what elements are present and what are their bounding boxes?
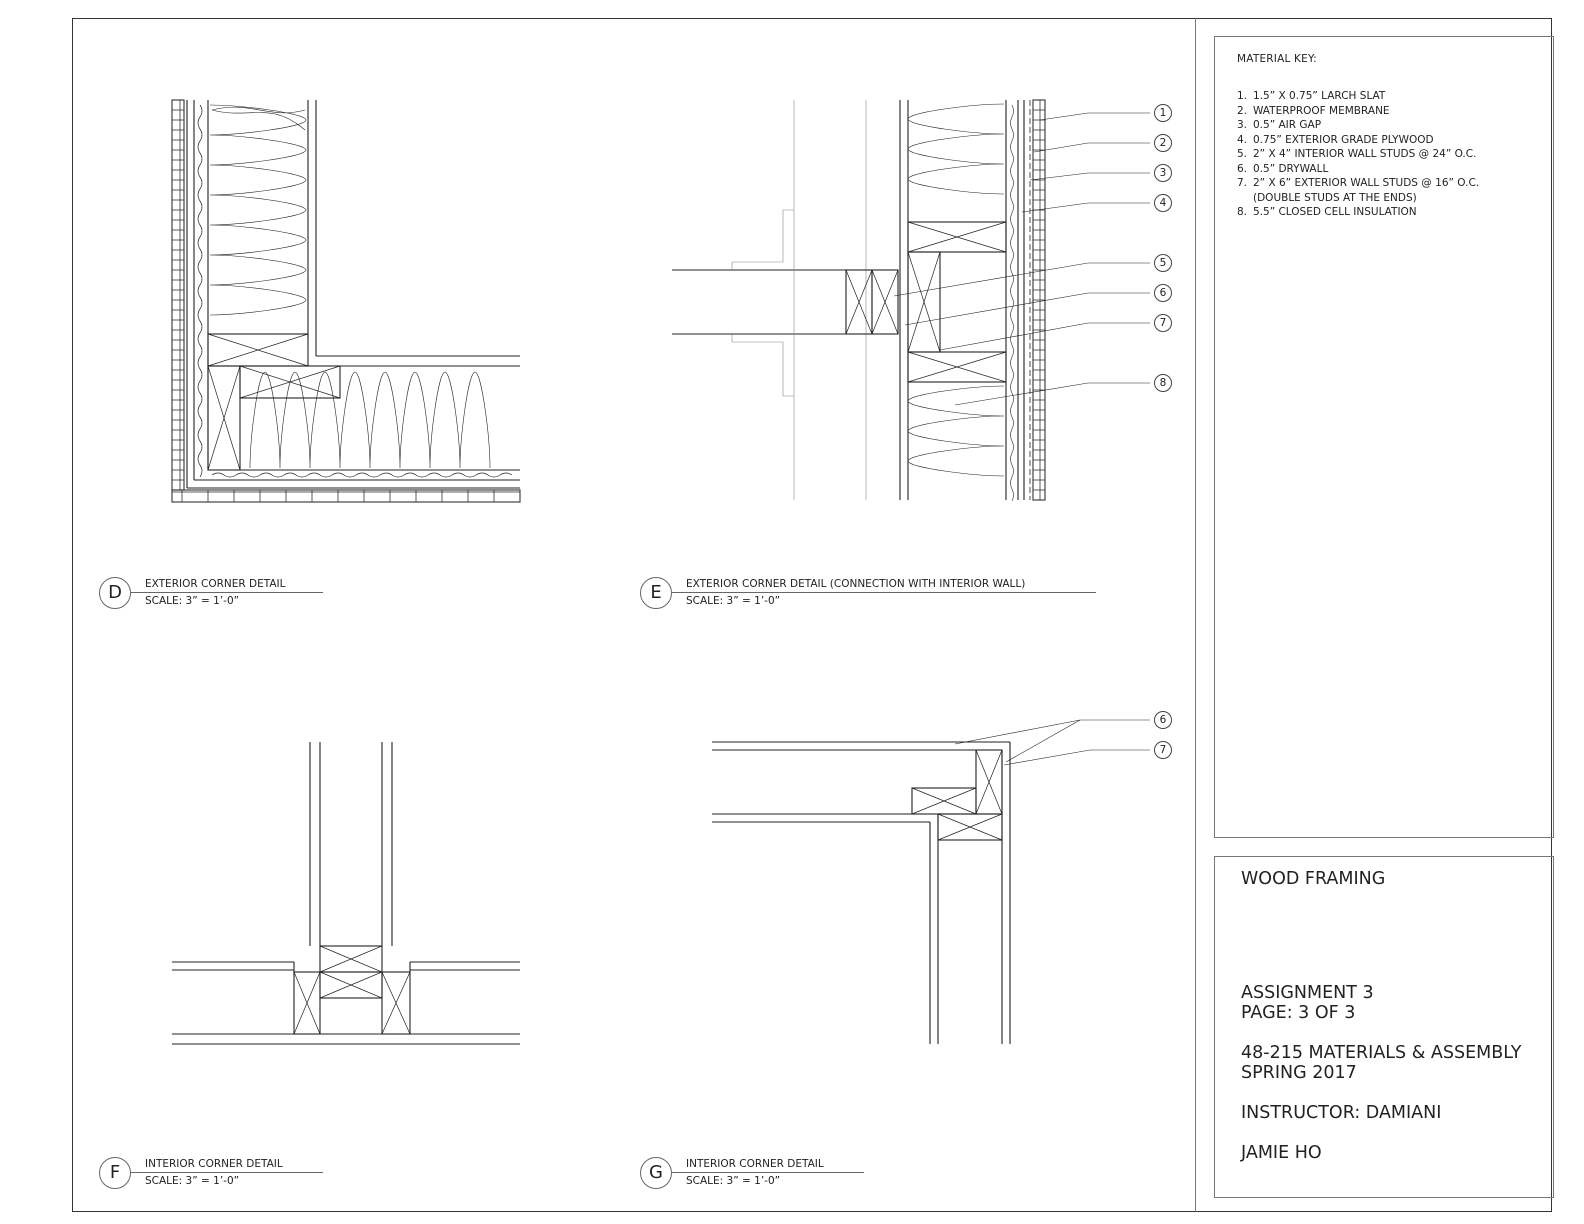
- material-key-title: MATERIAL KEY:: [1237, 53, 1317, 65]
- callout-g-6: 6: [1154, 711, 1172, 729]
- detail-e-drawing: [672, 100, 1150, 501]
- callout-e-4: 4: [1154, 194, 1172, 212]
- detail-e-letter: E: [640, 577, 672, 609]
- detail-g-underline: [672, 1172, 864, 1173]
- callout-e-2: 2: [1154, 134, 1172, 152]
- material-key-num: 2.: [1237, 104, 1248, 117]
- material-key-list: [1237, 89, 1479, 220]
- detail-g-letter: G: [640, 1157, 672, 1189]
- detail-d-scale: SCALE: 3” = 1’-0”: [145, 595, 240, 607]
- detail-e-underline: [672, 592, 1096, 593]
- callout-g-7: 7: [1154, 741, 1172, 759]
- callout-e-3: 3: [1154, 164, 1172, 182]
- material-key-text: 2” X 6” EXTERIOR WALL STUDS @ 16” O.C.: [1253, 177, 1480, 189]
- material-key-text: (DOUBLE STUDS AT THE ENDS): [1253, 191, 1417, 204]
- material-key-num: 1.: [1237, 90, 1248, 102]
- detail-f-name: INTERIOR CORNER DETAIL: [145, 1158, 283, 1170]
- detail-d-letter: D: [99, 577, 131, 609]
- course-term: SPRING 2017: [1241, 1063, 1357, 1083]
- material-key-num: 3.: [1237, 119, 1248, 131]
- callout-e-5: 5: [1154, 254, 1172, 272]
- material-key-item: [1237, 205, 1479, 220]
- material-key-num: 4.: [1237, 133, 1248, 146]
- detail-e-name: EXTERIOR CORNER DETAIL (CONNECTION WITH INTERIOR WALL): [686, 578, 1026, 590]
- title-block: [1214, 856, 1554, 1198]
- detail-d-drawing: [172, 100, 520, 502]
- material-key-item: [1237, 176, 1479, 191]
- material-key-text: 0.5” DRYWALL: [1253, 162, 1329, 175]
- material-key-item: [1237, 147, 1479, 162]
- instructor-name: INSTRUCTOR: DAMIANI: [1241, 1103, 1442, 1123]
- assignment-label: ASSIGNMENT 3: [1241, 983, 1374, 1003]
- detail-d-underline: [131, 592, 323, 593]
- detail-f-letter: F: [99, 1157, 131, 1189]
- detail-g-scale: SCALE: 3” = 1’-0”: [686, 1175, 781, 1187]
- callout-e-1: 1: [1154, 104, 1172, 122]
- detail-e-scale: SCALE: 3” = 1’-0”: [686, 595, 781, 607]
- material-key-text: 0.5” AIR GAP: [1253, 119, 1322, 131]
- material-key-num: 5.: [1237, 148, 1248, 160]
- detail-g-drawing: [712, 720, 1150, 1044]
- detail-f-scale: SCALE: 3” = 1’-0”: [145, 1175, 240, 1187]
- material-key-item: [1237, 133, 1479, 148]
- material-key-num: 8.: [1237, 206, 1248, 218]
- material-key-text: WATERPROOF MEMBRANE: [1253, 104, 1390, 117]
- course-name: 48-215 MATERIALS & ASSEMBLY: [1241, 1043, 1522, 1063]
- detail-f-underline: [131, 1172, 323, 1173]
- detail-d-name: EXTERIOR CORNER DETAIL: [145, 578, 286, 590]
- sheet-title: WOOD FRAMING: [1241, 869, 1386, 889]
- detail-f-drawing: [172, 742, 520, 1044]
- callout-e-7: 7: [1154, 314, 1172, 332]
- callout-e-8: 8: [1154, 374, 1172, 392]
- material-key-item-note: [1237, 191, 1479, 206]
- material-key-item: [1237, 162, 1479, 177]
- material-key-text: 5.5” CLOSED CELL INSULATION: [1253, 206, 1417, 218]
- material-key-item: [1237, 118, 1479, 133]
- author-name: JAMIE HO: [1241, 1143, 1322, 1163]
- material-key-text: 0.75” EXTERIOR GRADE PLYWOOD: [1253, 133, 1434, 146]
- material-key-text: 1.5” X 0.75” LARCH SLAT: [1253, 90, 1386, 102]
- material-key-item: [1237, 104, 1479, 119]
- material-key-panel: [1214, 36, 1554, 838]
- material-key-text: 2” X 4” INTERIOR WALL STUDS @ 24” O.C.: [1253, 148, 1477, 160]
- detail-g-name: INTERIOR CORNER DETAIL: [686, 1158, 824, 1170]
- material-key-num: 7.: [1237, 177, 1248, 189]
- material-key-num: 6.: [1237, 162, 1248, 175]
- material-key-item: [1237, 89, 1479, 104]
- callout-e-6: 6: [1154, 284, 1172, 302]
- page-number: PAGE: 3 OF 3: [1241, 1003, 1356, 1023]
